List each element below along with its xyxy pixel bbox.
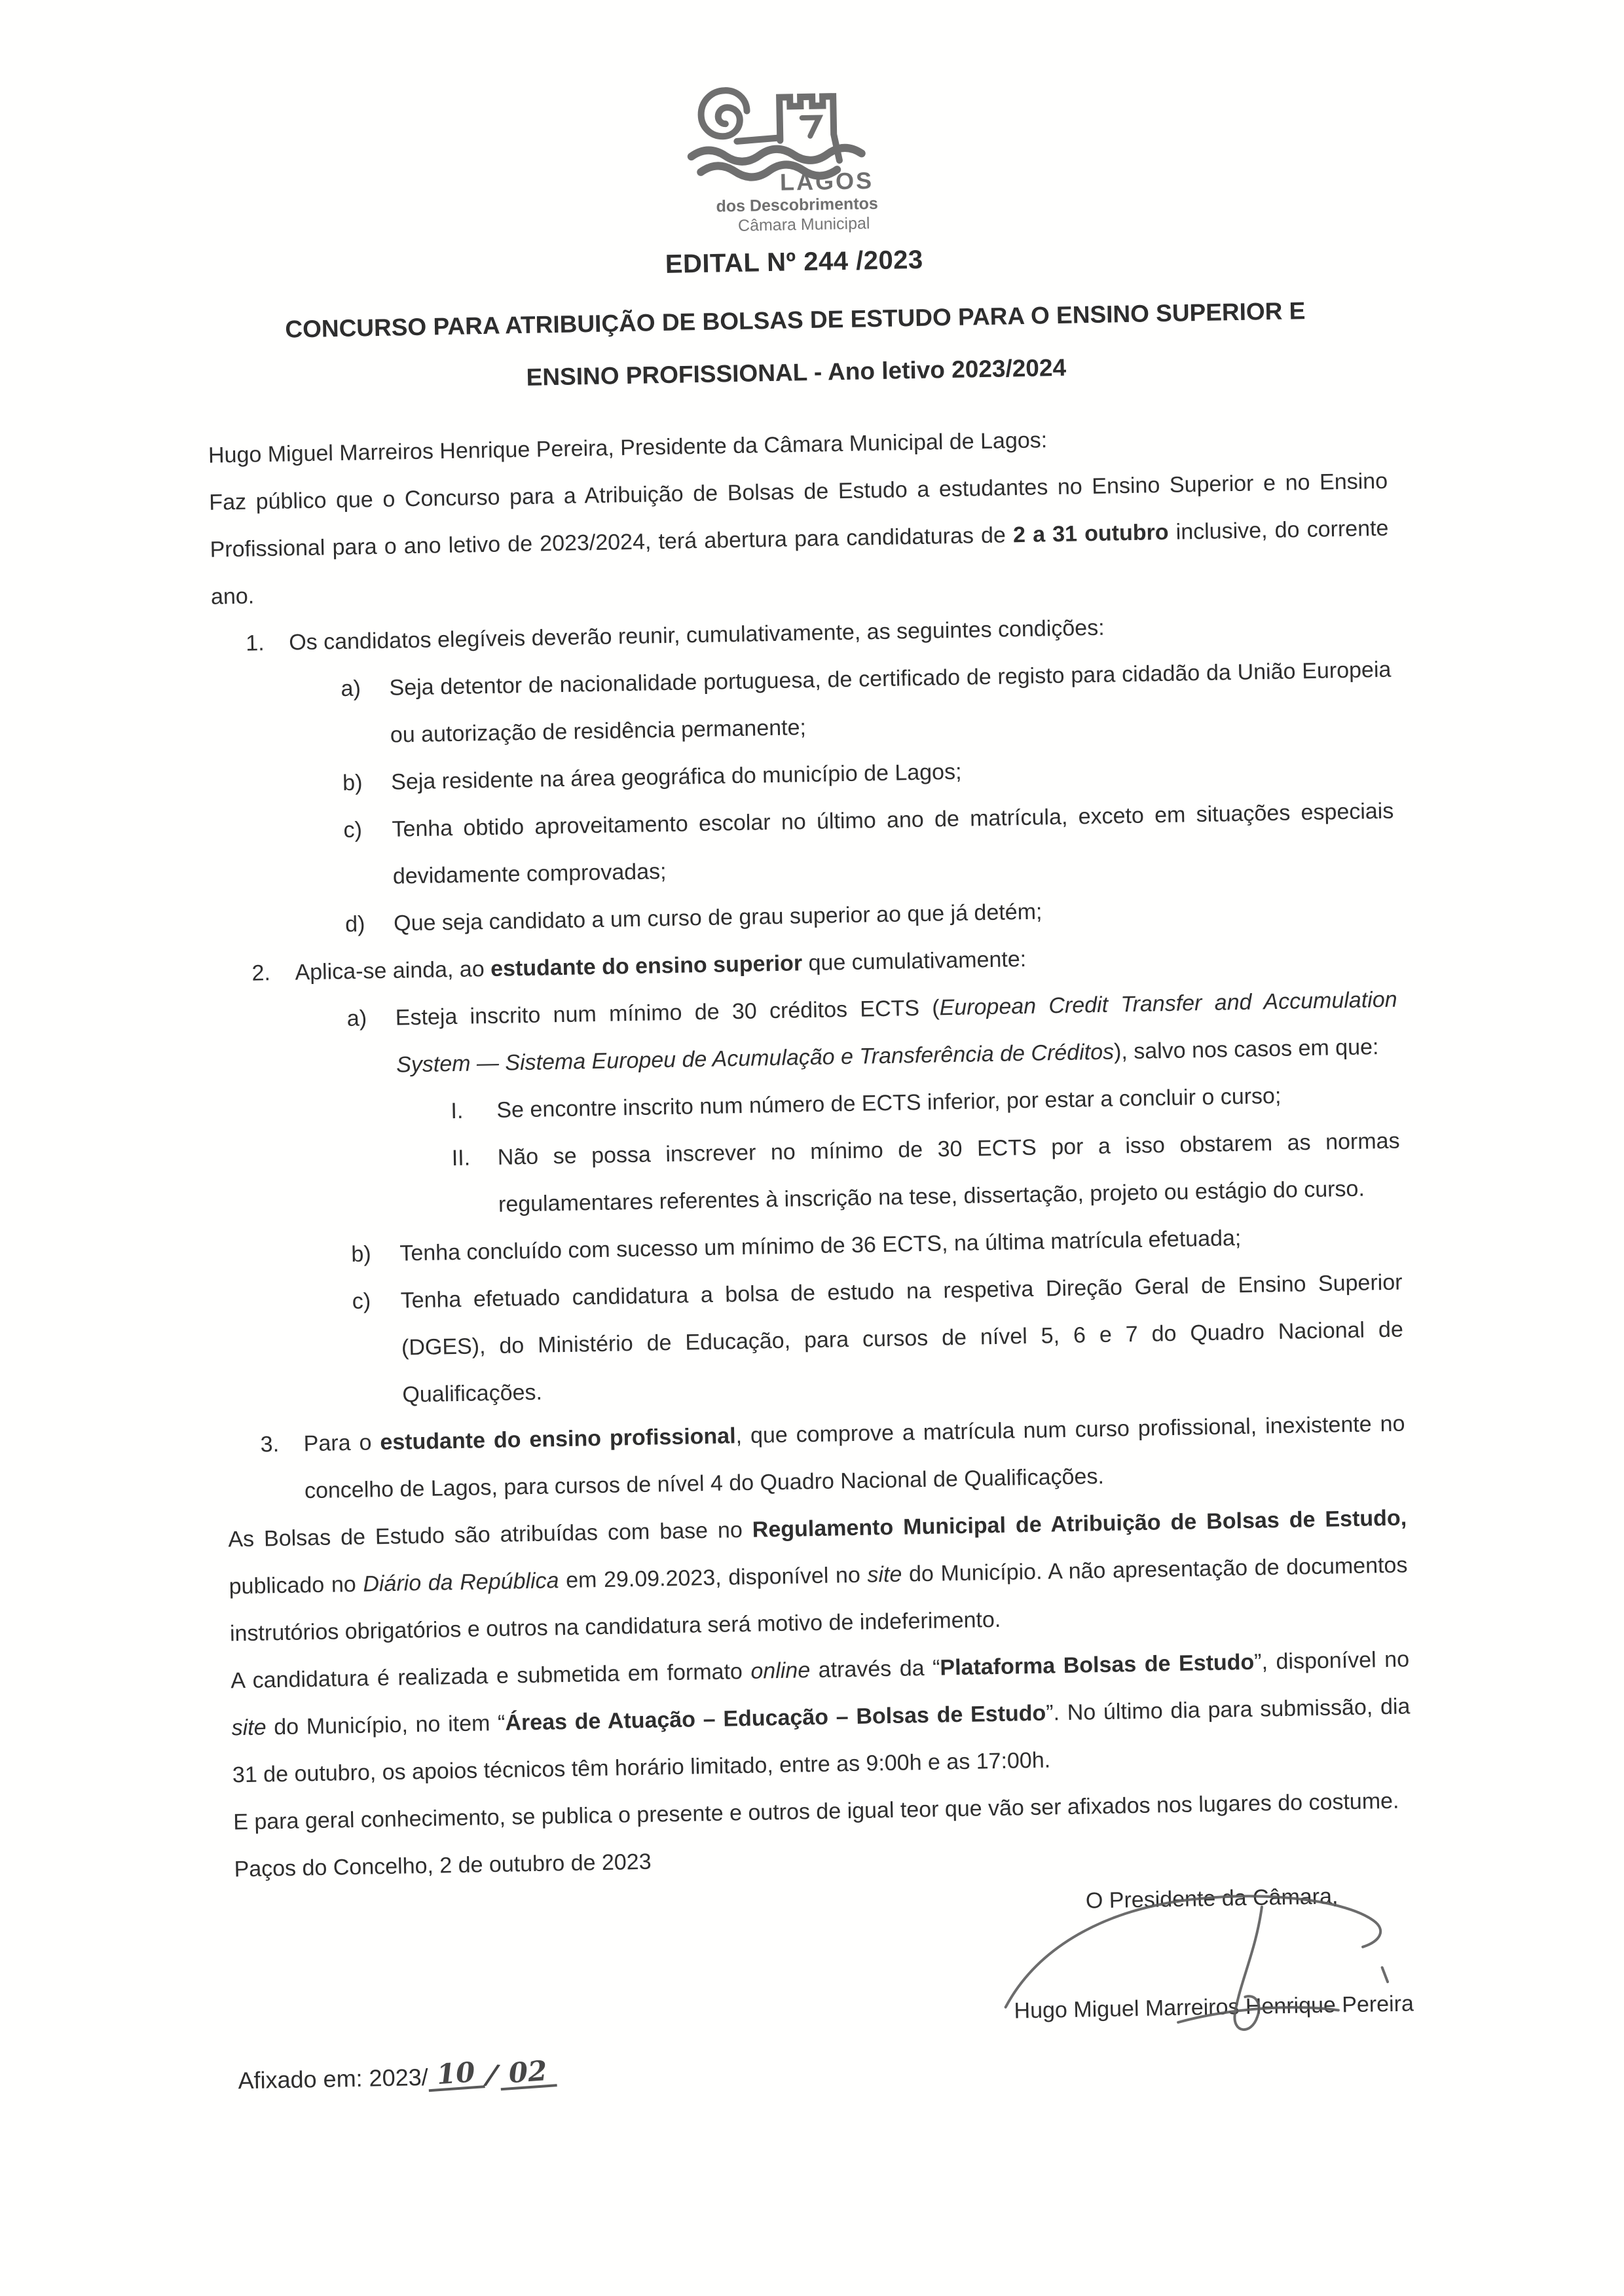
list-item-2c	[352, 1259, 1405, 1419]
posted-date-label: Afixado em: 2023/	[238, 2064, 429, 2094]
list-item-3-text: Para o estudante do ensino profissional, que comprove a matrícula num curso profissional, inexistente no concelho de Lagos, para cursos de nível 4 do Quadro Nacional de Qualificações.	[303, 1411, 1405, 1504]
lagos-crest-icon	[673, 75, 912, 244]
list-marker: a)	[346, 1006, 367, 1032]
document-title	[206, 283, 1386, 410]
signature-role: O Presidente da Câmara,	[1085, 1884, 1338, 1914]
list-marker: a)	[341, 676, 361, 702]
list-item-2a	[346, 976, 1398, 1089]
list-item-1-text: Os candidatos elegíveis deverão reunir, cumulativamente, as seguintes condições:	[288, 615, 1105, 655]
list-item-2a-ii-text: Não se possa inscrever no mínimo de 30 ECTS por a isso obstarem as normas regulamentares referentes à inscrição na tese, dissertação, projeto ou estágio do curso.	[497, 1128, 1400, 1217]
list-marker: 2.	[251, 960, 271, 986]
document-body	[208, 410, 1416, 2096]
list-marker: c)	[352, 1288, 371, 1314]
list-marker: 3.	[260, 1432, 280, 1457]
list-marker: 1.	[245, 630, 265, 656]
list-item-1c	[343, 788, 1395, 901]
posted-date-line	[238, 2041, 1417, 2096]
list-item-2b-text: Tenha concluído com sucesso um mínimo de 36 ECTS, na última matrícula efetuada;	[399, 1226, 1242, 1266]
date-place-line: Paços do Concelho, 2 de outubro de 2023	[234, 1849, 652, 1882]
list-marker: b)	[351, 1241, 372, 1267]
regulamento-paragraph: As Bolsas de Estudo são atribuídas com base no Regulamento Municipal de Atribuição de Bolsas de Estudo, publicado no Diário da República em 29.09.2023, disponível no site do Município. A não apresentação de documentos instrutórios obrigatórios e outros na candidatura será motivo de indeferimento.	[228, 1505, 1408, 1647]
logo-block	[202, 67, 1383, 252]
handwritten-month: 10	[427, 2058, 485, 2092]
list-item-2a-text: Esteja inscrito num mínimo de 30 créditos ECTS (European Credit Transfer and Accumulation System — Sistema Europeu de Acumulação e Transferência de Créditos), salvo nos casos em que:	[395, 987, 1397, 1078]
list-item-1a-text: Seja detentor de nacionalidade portuguesa, de certificado de registo para cidadão da União Europeia ou autorização de residência permanente;	[389, 657, 1392, 748]
list-item-2c-text: Tenha efetuado candidatura a bolsa de estudo na respetiva Direção Geral de Ensino Superior (DGES), do Ministério de Educação, para cursos de nível 5, 6 e 7 do Quadro Nacional de Qualificações.	[400, 1269, 1404, 1408]
edital-number: EDITAL Nº 244 /2023	[665, 245, 924, 279]
document-title-line2: ENSINO PROFISSIONAL - Ano letivo 2023/2024	[526, 354, 1067, 391]
list-item-2a-ii	[451, 1118, 1401, 1230]
list-item-2-text: Aplica-se ainda, ao estudante do ensino superior que cumulativamente:	[295, 946, 1027, 985]
list-marker: b)	[342, 770, 363, 796]
list-marker: d)	[344, 911, 365, 938]
logo-org-text: Câmara Municipal	[737, 214, 870, 235]
president-intro: Hugo Miguel Marreiros Henrique Pereira, Presidente da Câmara Municipal de Lagos:	[208, 428, 1048, 468]
signature-name: Hugo Miguel Marreiros Henrique Pereira	[1014, 1991, 1414, 2024]
signature-block	[976, 1878, 1450, 2027]
list-item-2a-i-text: Se encontre inscrito num número de ECTS inferior, por estar a concluir o curso;	[496, 1083, 1282, 1123]
list-marker: I.	[451, 1098, 464, 1124]
list-marker: c)	[343, 817, 363, 843]
faz-publico-paragraph: Faz público que o Concurso para a Atribuição de Bolsas de Estudo a estudantes no Ensino Superior e no Ensino Profissional para o ano letivo de 2023/2024, terá abertura para candidaturas de 2 a 31 outubro inclusive, do corrente ano.	[209, 468, 1389, 610]
list-item-1d-text: Que seja candidato a um curso de grau superior ao que já detém;	[393, 899, 1043, 936]
logo-tagline-text: dos Descobrimentos	[716, 194, 879, 216]
list-item-1a	[341, 646, 1392, 759]
logo-lagos-text: LAGOS	[779, 167, 874, 196]
list-item-1c-text: Tenha obtido aproveitamento escolar no último ano de matrícula, exceto em situações especiais devidamente comprovadas;	[392, 798, 1394, 889]
handwritten-separator: /	[485, 2058, 499, 2091]
list-marker: II.	[451, 1145, 471, 1171]
handwritten-day: 02	[498, 2056, 557, 2090]
candidatura-paragraph: A candidatura é realizada e submetida em formato online através da “Plataforma Bolsas de Estudo”, disponível no site do Município, no item “Áreas de Atuação – Educação – Bolsas de Estudo”. No último dia para submissão, dia 31 de outubro, os apoios técnicos têm horário limitado, entre as 9:00h e as 17:00h.	[230, 1647, 1411, 1788]
conhecimento-paragraph: E para geral conhecimento, se publica o presente e outros de igual teor que vão ser afixados nos lugares do costume.	[232, 1788, 1399, 1835]
list-item-1b-text: Seja residente na área geográfica do município de Lagos;	[390, 759, 962, 795]
document-title-line1: CONCURSO PARA ATRIBUIÇÃO DE BOLSAS DE ESTUDO PARA O ENSINO SUPERIOR E	[285, 297, 1306, 343]
